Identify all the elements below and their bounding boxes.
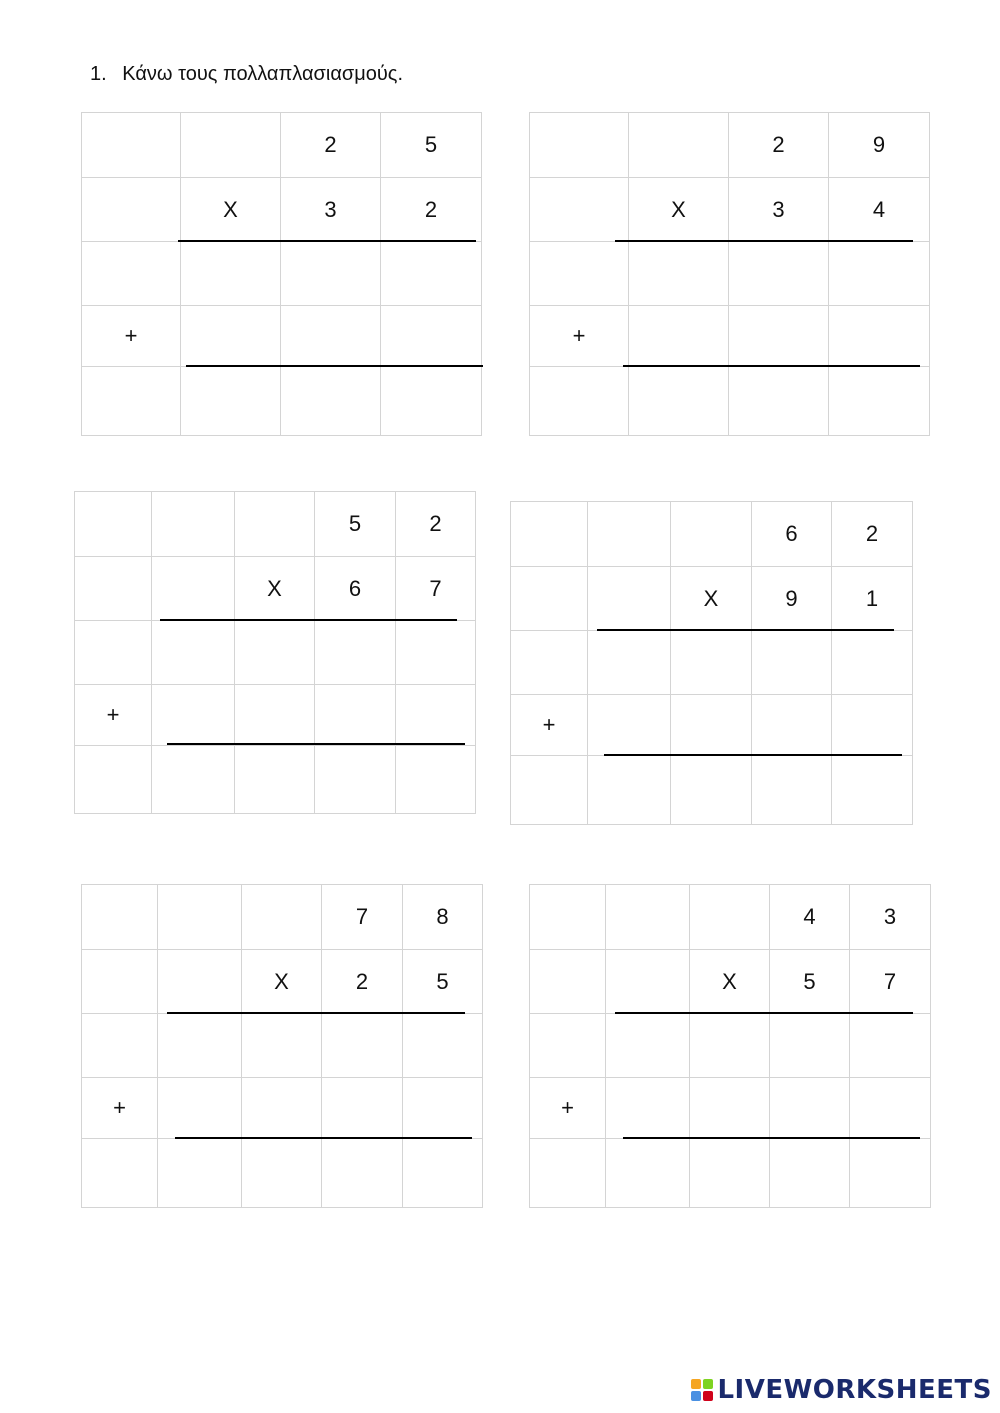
sum-line bbox=[186, 365, 483, 367]
answer-cell[interactable] bbox=[181, 306, 281, 367]
sum-line bbox=[604, 754, 902, 756]
answer-cell[interactable] bbox=[152, 746, 235, 814]
answer-cell[interactable] bbox=[235, 621, 315, 685]
bottom-digit: 5 bbox=[403, 950, 483, 1014]
product-line bbox=[597, 629, 894, 631]
answer-cell[interactable] bbox=[242, 1078, 322, 1139]
cell bbox=[530, 178, 629, 242]
sum-line bbox=[167, 743, 465, 745]
product-line bbox=[160, 619, 457, 621]
answer-cell[interactable] bbox=[588, 756, 671, 825]
answer-cell[interactable] bbox=[381, 242, 482, 306]
answer-cell[interactable] bbox=[530, 242, 629, 306]
multiplication-grid-2 bbox=[529, 112, 930, 436]
answer-cell[interactable] bbox=[829, 242, 930, 306]
answer-cell[interactable] bbox=[629, 242, 729, 306]
cell bbox=[511, 567, 588, 631]
top-digit: 7 bbox=[322, 885, 403, 950]
answer-cell[interactable] bbox=[832, 631, 913, 695]
times-sign: X bbox=[671, 567, 752, 631]
multiplication-grid-4 bbox=[510, 501, 913, 825]
bottom-digit: 3 bbox=[729, 178, 829, 242]
bottom-digit: 6 bbox=[315, 557, 396, 621]
answer-cell[interactable] bbox=[832, 756, 913, 825]
multiplication-grid-3 bbox=[74, 491, 476, 814]
answer-cell[interactable] bbox=[829, 367, 930, 436]
bottom-digit: 5 bbox=[770, 950, 850, 1014]
multiplication-grid-6 bbox=[529, 884, 931, 1208]
answer-cell[interactable] bbox=[152, 621, 235, 685]
answer-cell[interactable] bbox=[530, 1014, 606, 1078]
liveworksheets-logo-icon bbox=[691, 1379, 713, 1401]
cell bbox=[606, 885, 690, 950]
top-digit: 2 bbox=[729, 113, 829, 178]
product-line bbox=[615, 1012, 913, 1014]
bottom-digit: 7 bbox=[396, 557, 476, 621]
answer-cell[interactable] bbox=[729, 367, 829, 436]
bottom-digit: 3 bbox=[281, 178, 381, 242]
bottom-digit: 2 bbox=[381, 178, 482, 242]
answer-cell[interactable] bbox=[629, 367, 729, 436]
answer-cell[interactable] bbox=[381, 306, 482, 367]
answer-cell[interactable] bbox=[588, 631, 671, 695]
answer-cell[interactable] bbox=[242, 1014, 322, 1078]
cell bbox=[75, 492, 152, 557]
answer-cell[interactable] bbox=[832, 695, 913, 756]
times-sign: X bbox=[629, 178, 729, 242]
answer-cell[interactable] bbox=[752, 756, 832, 825]
answer-cell[interactable] bbox=[75, 746, 152, 814]
cell bbox=[75, 557, 152, 621]
answer-cell[interactable] bbox=[281, 242, 381, 306]
answer-cell[interactable] bbox=[511, 756, 588, 825]
answer-cell[interactable] bbox=[281, 367, 381, 436]
cell bbox=[671, 502, 752, 567]
multiplication-grid-5 bbox=[81, 884, 483, 1208]
liveworksheets-logo[interactable] bbox=[691, 1375, 992, 1405]
bottom-digit: 9 bbox=[752, 567, 832, 631]
cell bbox=[152, 557, 235, 621]
top-digit: 2 bbox=[396, 492, 476, 557]
answer-cell[interactable] bbox=[511, 631, 588, 695]
answer-cell[interactable] bbox=[152, 685, 235, 746]
top-digit: 8 bbox=[403, 885, 483, 950]
answer-cell[interactable] bbox=[181, 367, 281, 436]
logo-square bbox=[703, 1391, 713, 1401]
bottom-digit: 4 bbox=[829, 178, 930, 242]
top-digit: 3 bbox=[850, 885, 931, 950]
cell bbox=[629, 113, 729, 178]
answer-cell[interactable] bbox=[530, 1139, 606, 1208]
product-line bbox=[178, 240, 476, 242]
cell bbox=[82, 950, 158, 1014]
times-sign: X bbox=[242, 950, 322, 1014]
answer-cell[interactable] bbox=[242, 1139, 322, 1208]
answer-cell[interactable] bbox=[850, 1078, 931, 1139]
cell bbox=[242, 885, 322, 950]
cell bbox=[588, 567, 671, 631]
answer-cell[interactable] bbox=[770, 1078, 850, 1139]
top-digit: 6 bbox=[752, 502, 832, 567]
product-line bbox=[167, 1012, 465, 1014]
cell bbox=[82, 113, 181, 178]
answer-cell[interactable] bbox=[850, 1139, 931, 1208]
answer-cell[interactable] bbox=[729, 242, 829, 306]
answer-cell[interactable] bbox=[403, 1139, 483, 1208]
answer-cell[interactable] bbox=[671, 695, 752, 756]
answer-cell[interactable] bbox=[403, 1078, 483, 1139]
answer-cell[interactable] bbox=[381, 367, 482, 436]
answer-cell[interactable] bbox=[690, 1139, 770, 1208]
answer-cell[interactable] bbox=[829, 306, 930, 367]
cell bbox=[690, 885, 770, 950]
answer-cell[interactable] bbox=[770, 1014, 850, 1078]
instruction bbox=[90, 60, 403, 88]
plus-sign: + bbox=[82, 1078, 158, 1139]
top-digit: 5 bbox=[315, 492, 396, 557]
answer-cell[interactable] bbox=[158, 1078, 242, 1139]
times-sign: X bbox=[181, 178, 281, 242]
top-digit: 4 bbox=[770, 885, 850, 950]
answer-cell[interactable] bbox=[690, 1078, 770, 1139]
answer-cell[interactable] bbox=[671, 631, 752, 695]
cell bbox=[82, 885, 158, 950]
answer-cell[interactable] bbox=[671, 756, 752, 825]
cell bbox=[511, 502, 588, 567]
answer-cell[interactable] bbox=[315, 685, 396, 746]
top-digit: 5 bbox=[381, 113, 482, 178]
answer-cell[interactable] bbox=[315, 746, 396, 814]
answer-cell[interactable] bbox=[606, 1139, 690, 1208]
answer-cell[interactable] bbox=[75, 621, 152, 685]
answer-cell[interactable] bbox=[82, 1139, 158, 1208]
answer-cell[interactable] bbox=[752, 695, 832, 756]
answer-cell[interactable] bbox=[322, 1078, 403, 1139]
answer-cell[interactable] bbox=[396, 621, 476, 685]
answer-cell[interactable] bbox=[629, 306, 729, 367]
times-sign: X bbox=[235, 557, 315, 621]
plus-sign: + bbox=[511, 695, 588, 756]
times-sign: X bbox=[690, 950, 770, 1014]
product-line bbox=[615, 240, 913, 242]
cell bbox=[606, 950, 690, 1014]
answer-cell[interactable] bbox=[752, 631, 832, 695]
answer-cell[interactable] bbox=[588, 695, 671, 756]
bottom-digit: 2 bbox=[322, 950, 403, 1014]
logo-square bbox=[703, 1379, 713, 1389]
multiplication-grid-1 bbox=[81, 112, 482, 436]
cell bbox=[82, 178, 181, 242]
answer-cell[interactable] bbox=[322, 1014, 403, 1078]
sum-line bbox=[175, 1137, 472, 1139]
plus-sign: + bbox=[530, 306, 629, 367]
cell bbox=[530, 885, 606, 950]
answer-cell[interactable] bbox=[530, 367, 629, 436]
cell bbox=[588, 502, 671, 567]
cell bbox=[181, 113, 281, 178]
top-digit: 2 bbox=[281, 113, 381, 178]
cell bbox=[158, 885, 242, 950]
top-digit: 9 bbox=[829, 113, 930, 178]
answer-cell[interactable] bbox=[82, 1014, 158, 1078]
answer-cell[interactable] bbox=[315, 621, 396, 685]
sum-line bbox=[623, 365, 920, 367]
answer-cell[interactable] bbox=[396, 746, 476, 814]
answer-cell[interactable] bbox=[396, 685, 476, 746]
cell bbox=[530, 113, 629, 178]
answer-cell[interactable] bbox=[181, 242, 281, 306]
plus-sign: + bbox=[82, 306, 181, 367]
answer-cell[interactable] bbox=[322, 1139, 403, 1208]
cell bbox=[235, 492, 315, 557]
instruction-number: 1. bbox=[90, 63, 107, 85]
logo-square bbox=[691, 1379, 701, 1389]
logo-text: LIVEWORKSHEETS bbox=[717, 1375, 992, 1405]
answer-cell[interactable] bbox=[82, 242, 181, 306]
cell bbox=[152, 492, 235, 557]
answer-cell[interactable] bbox=[770, 1139, 850, 1208]
answer-cell[interactable] bbox=[281, 306, 381, 367]
answer-cell[interactable] bbox=[158, 1014, 242, 1078]
answer-cell[interactable] bbox=[158, 1139, 242, 1208]
answer-cell[interactable] bbox=[403, 1014, 483, 1078]
answer-cell[interactable] bbox=[82, 367, 181, 436]
answer-cell[interactable] bbox=[729, 306, 829, 367]
answer-cell[interactable] bbox=[850, 1014, 931, 1078]
answer-cell[interactable] bbox=[606, 1014, 690, 1078]
plus-sign: + bbox=[75, 685, 152, 746]
bottom-digit: 1 bbox=[832, 567, 913, 631]
bottom-digit: 7 bbox=[850, 950, 931, 1014]
answer-cell[interactable] bbox=[690, 1014, 770, 1078]
sum-line bbox=[623, 1137, 920, 1139]
cell bbox=[530, 950, 606, 1014]
answer-cell[interactable] bbox=[606, 1078, 690, 1139]
logo-square bbox=[691, 1391, 701, 1401]
plus-sign: + bbox=[530, 1078, 606, 1139]
instruction-text: Κάνω τους πολλαπλασιασμούς. bbox=[122, 63, 404, 85]
cell bbox=[158, 950, 242, 1014]
answer-cell[interactable] bbox=[235, 746, 315, 814]
answer-cell[interactable] bbox=[235, 685, 315, 746]
top-digit: 2 bbox=[832, 502, 913, 567]
